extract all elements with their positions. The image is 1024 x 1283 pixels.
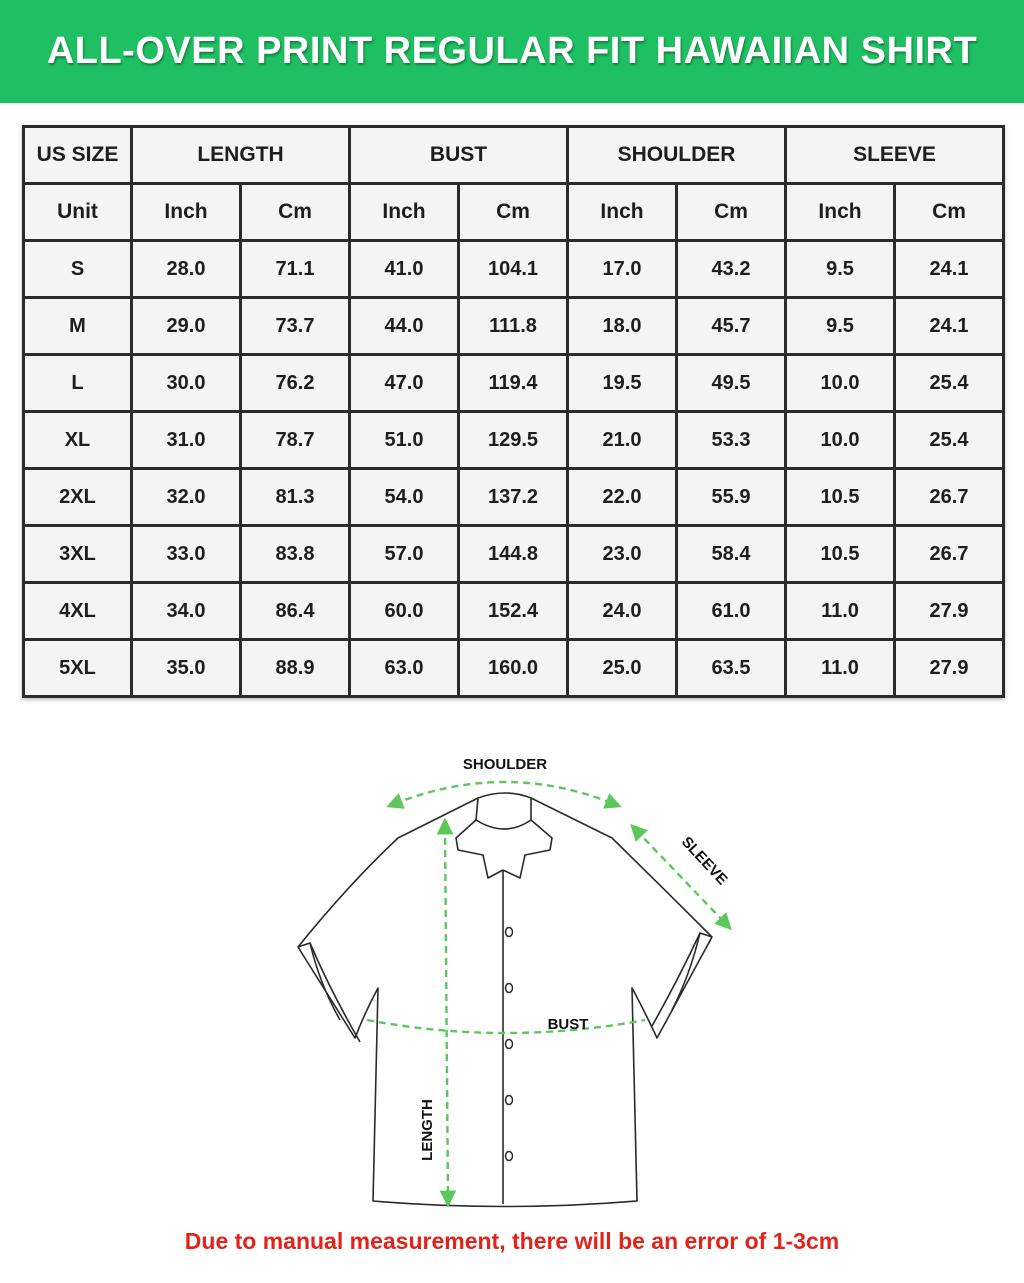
- size-cell: 5XL: [25, 641, 130, 695]
- measurement-cell: 10.5: [787, 527, 893, 581]
- measurement-cell: 17.0: [569, 242, 675, 296]
- measurement-cell: 24.0: [569, 584, 675, 638]
- table-row: [25, 356, 1002, 410]
- table-row: [25, 527, 1002, 581]
- measurement-cell: 86.4: [242, 584, 348, 638]
- measurement-cell: 152.4: [460, 584, 566, 638]
- table-row: [25, 242, 1002, 296]
- unit-cell: Cm: [678, 185, 784, 239]
- measurement-cell: 26.7: [896, 470, 1002, 524]
- measurement-cell: 81.3: [242, 470, 348, 524]
- measurement-cell: 119.4: [460, 356, 566, 410]
- measurement-cell: 49.5: [678, 356, 784, 410]
- measurement-cell: 25.0: [569, 641, 675, 695]
- size-cell: L: [25, 356, 130, 410]
- measurement-cell: 63.0: [351, 641, 457, 695]
- sleeve-label: SLEEVE: [677, 833, 731, 889]
- shoulder-label: SHOULDER: [462, 756, 548, 773]
- table-header-row: [25, 128, 1002, 182]
- size-cell: 3XL: [25, 527, 130, 581]
- measurement-cell: 129.5: [460, 413, 566, 467]
- measurement-cell: 51.0: [351, 413, 457, 467]
- measurement-cell: 41.0: [351, 242, 457, 296]
- measurement-cell: 25.4: [896, 356, 1002, 410]
- measurement-cell: 44.0: [351, 299, 457, 353]
- measurement-cell: 111.8: [460, 299, 566, 353]
- shirt-measurement-diagram: [0, 720, 1024, 1230]
- measurement-cell: 10.5: [787, 470, 893, 524]
- unit-cell: Inch: [133, 185, 239, 239]
- measurement-cell: 160.0: [460, 641, 566, 695]
- measurement-cell: 11.0: [787, 641, 893, 695]
- unit-cell: Cm: [460, 185, 566, 239]
- measurement-cell: 10.0: [787, 413, 893, 467]
- length-label: LENGTH: [419, 1099, 436, 1161]
- size-cell: XL: [25, 413, 130, 467]
- measurement-cell: 63.5: [678, 641, 784, 695]
- size-cell: 2XL: [25, 470, 130, 524]
- measurement-cell: 54.0: [351, 470, 457, 524]
- button: [506, 1096, 513, 1105]
- unit-cell: Inch: [569, 185, 675, 239]
- measurement-cell: 24.1: [896, 242, 1002, 296]
- measurement-error-note: Due to manual measurement, there will be an error of 1-3cm: [184, 1228, 840, 1254]
- measurement-cell: 22.0: [569, 470, 675, 524]
- size-cell: 4XL: [25, 584, 130, 638]
- measurement-cell: 55.9: [678, 470, 784, 524]
- measurement-cell: 27.9: [896, 641, 1002, 695]
- measurement-cell: 45.7: [678, 299, 784, 353]
- measurement-cell: 29.0: [133, 299, 239, 353]
- title-banner: [0, 0, 1024, 103]
- measurement-cell: 83.8: [242, 527, 348, 581]
- page-title: ALL-OVER PRINT REGULAR FIT HAWAIIAN SHIRT: [46, 30, 978, 72]
- measurement-cell: 53.3: [678, 413, 784, 467]
- size-cell: S: [25, 242, 130, 296]
- unit-cell: Cm: [896, 185, 1002, 239]
- button: [506, 928, 513, 937]
- measurement-cell: 30.0: [133, 356, 239, 410]
- unit-cell: Inch: [351, 185, 457, 239]
- measurement-cell: 33.0: [133, 527, 239, 581]
- measurement-cell: 78.7: [242, 413, 348, 467]
- table-row: [25, 413, 1002, 467]
- table-row: [25, 641, 1002, 695]
- measurement-cell: 71.1: [242, 242, 348, 296]
- measurement-cell: 34.0: [133, 584, 239, 638]
- measurement-cell: 21.0: [569, 413, 675, 467]
- measurement-cell: 35.0: [133, 641, 239, 695]
- measurement-cell: 23.0: [569, 527, 675, 581]
- table-row: [25, 299, 1002, 353]
- measurement-cell: 57.0: [351, 527, 457, 581]
- measurement-cell: 25.4: [896, 413, 1002, 467]
- measurement-cell: 11.0: [787, 584, 893, 638]
- measurement-cell: 58.4: [678, 527, 784, 581]
- measurement-cell: 144.8: [460, 527, 566, 581]
- button: [506, 984, 513, 993]
- measurement-cell: 26.7: [896, 527, 1002, 581]
- size-cell: M: [25, 299, 130, 353]
- measurement-cell: 76.2: [242, 356, 348, 410]
- button: [506, 1152, 513, 1161]
- measurement-cell: 43.2: [678, 242, 784, 296]
- table-row: [25, 584, 1002, 638]
- measurement-cell: 137.2: [460, 470, 566, 524]
- measurement-cell: 60.0: [351, 584, 457, 638]
- bust-label: BUST: [547, 1016, 589, 1033]
- measurement-cell: 32.0: [133, 470, 239, 524]
- button: [506, 1040, 513, 1049]
- measurement-cell: 73.7: [242, 299, 348, 353]
- shirt-outline: [298, 793, 712, 1207]
- measurement-cell: 19.5: [569, 356, 675, 410]
- bust-header: BUST: [351, 128, 566, 182]
- measurement-cell: 9.5: [787, 299, 893, 353]
- measurement-cell: 24.1: [896, 299, 1002, 353]
- us-size-header: US SIZE: [25, 128, 130, 182]
- measurement-cell: 31.0: [133, 413, 239, 467]
- shoulder-header: SHOULDER: [569, 128, 784, 182]
- measurement-cell: 28.0: [133, 242, 239, 296]
- length-header: LENGTH: [133, 128, 348, 182]
- table-row: [25, 470, 1002, 524]
- measurement-cell: 61.0: [678, 584, 784, 638]
- measurement-cell: 104.1: [460, 242, 566, 296]
- unit-label: Unit: [25, 185, 130, 239]
- measurement-cell: 88.9: [242, 641, 348, 695]
- measurement-cell: 47.0: [351, 356, 457, 410]
- sleeve-header: SLEEVE: [787, 128, 1002, 182]
- unit-cell: Cm: [242, 185, 348, 239]
- measurement-cell: 27.9: [896, 584, 1002, 638]
- size-chart-table: [22, 125, 1005, 698]
- unit-row: [25, 185, 1002, 239]
- measurement-cell: 9.5: [787, 242, 893, 296]
- measurement-cell: 18.0: [569, 299, 675, 353]
- measurement-cell: 10.0: [787, 356, 893, 410]
- unit-cell: Inch: [787, 185, 893, 239]
